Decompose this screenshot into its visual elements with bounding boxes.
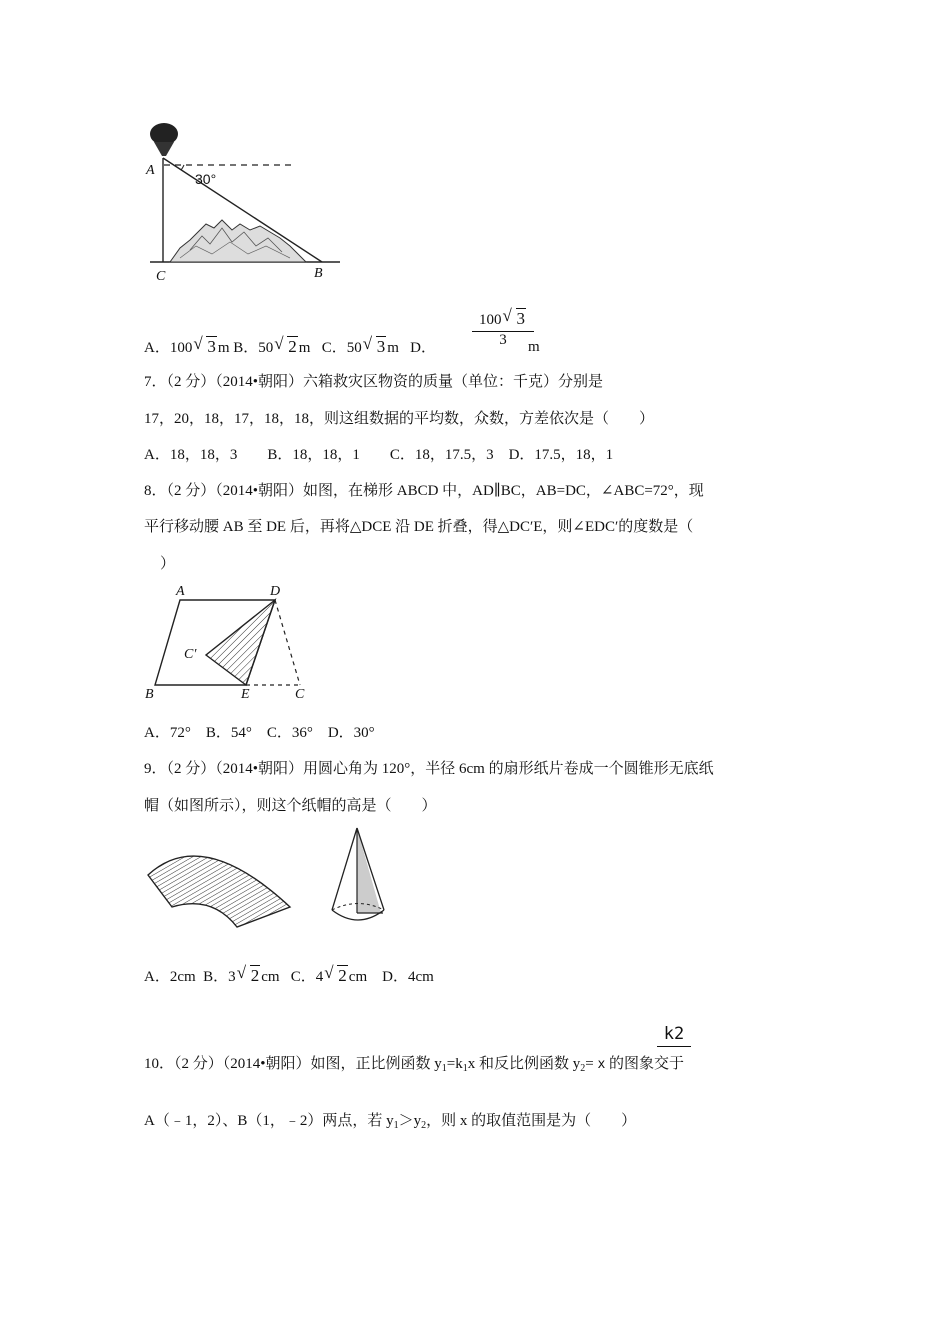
label-a: A [176, 584, 185, 599]
q6-option-d-fraction: 100 √ 3 3 [472, 309, 534, 349]
balloon-icon [150, 123, 178, 145]
q9-options: A．2cm B．3 √ 2 cm C．4 √ 2 cm D．4cm [144, 963, 434, 985]
label-c: C [156, 269, 166, 284]
q10-stem-line1: 10．（2 分）（2014•朝阳）如图，正比例函数 $y_1=k_1x$ 和反比例函数 $y_2= x$ 的图象交于 [144, 1056, 685, 1074]
label-e: E [241, 687, 250, 702]
label-b: B [314, 266, 323, 281]
figure-sector [142, 835, 297, 935]
label-d: D [270, 584, 281, 599]
figure-balloon-triangle [140, 120, 350, 285]
label-c: C [295, 687, 305, 702]
label-b: B [145, 687, 154, 702]
q8-stem-line3: ） [160, 556, 176, 572]
q8-stem-line1: 8．（2 分）（2014•朝阳）如图，在梯形 ABCD 中，AD∥BC，AB=DC，∠ABC=72°，现 [144, 483, 704, 499]
q9-stem-line1: 9．（2 分）（2014•朝阳）用圆心角为 120°，半径 6cm 的扇形纸片卷成一个圆锥形无底纸 [144, 761, 714, 777]
q7-stem-line2: 17，20，18，17，18，18，则这组数据的平均数，众数，方差依次是（ ） [144, 411, 655, 427]
q8-stem-line2: 平行移动腰 AB 至 DE 后，再将△DCE 沿 DE 折叠，得△DC′E，则∠EDC′的度数是（ [144, 519, 694, 535]
q9-stem-line2: 帽（如图所示），则这个纸帽的高是（ ） [144, 798, 437, 814]
figure-cone [328, 825, 398, 935]
q7-stem-line1: 7．（2 分）（2014•朝阳）六箱救灾区物资的质量（单位：千克）分别是 [144, 374, 604, 390]
sqrt-expression: √ 3 [193, 334, 216, 356]
triangle-dce-folded [206, 600, 275, 685]
sqrt-expression: √ 2 [324, 963, 347, 985]
label-c-prime: C′ [184, 647, 197, 662]
angle-arc [181, 165, 184, 170]
sqrt-expression: √ 2 [236, 963, 260, 985]
balloon-basket [154, 142, 174, 156]
q10-stem-line2: A（﹣1，2）、B（1，﹣2）两点，若 $y_1>y_2$，则 x 的取值范围是为（ ） [144, 1113, 637, 1131]
q6-options: A．100 √ 3 m B．50 √ 2 m C．50 √ 3 m D． [144, 334, 436, 356]
label-a: A [146, 163, 155, 178]
sqrt-expression: √ 2 [274, 334, 297, 356]
q8-options: A．72° B．54° C．36° D．30° [144, 725, 375, 741]
sqrt-expression: √ 3 [362, 334, 386, 356]
cone-left-edge [332, 828, 357, 910]
q10-fraction-k2-over-x: k2 [657, 1024, 691, 1047]
sector-shape [148, 856, 290, 927]
label-angle: 30° [195, 171, 217, 187]
figure-trapezoid [140, 580, 320, 705]
q7-options: A．18，18，3 B．18，18，1 C．18，17.5，3 D．17.5，18，1 [144, 447, 614, 463]
segment-dc-dashed [275, 600, 300, 685]
